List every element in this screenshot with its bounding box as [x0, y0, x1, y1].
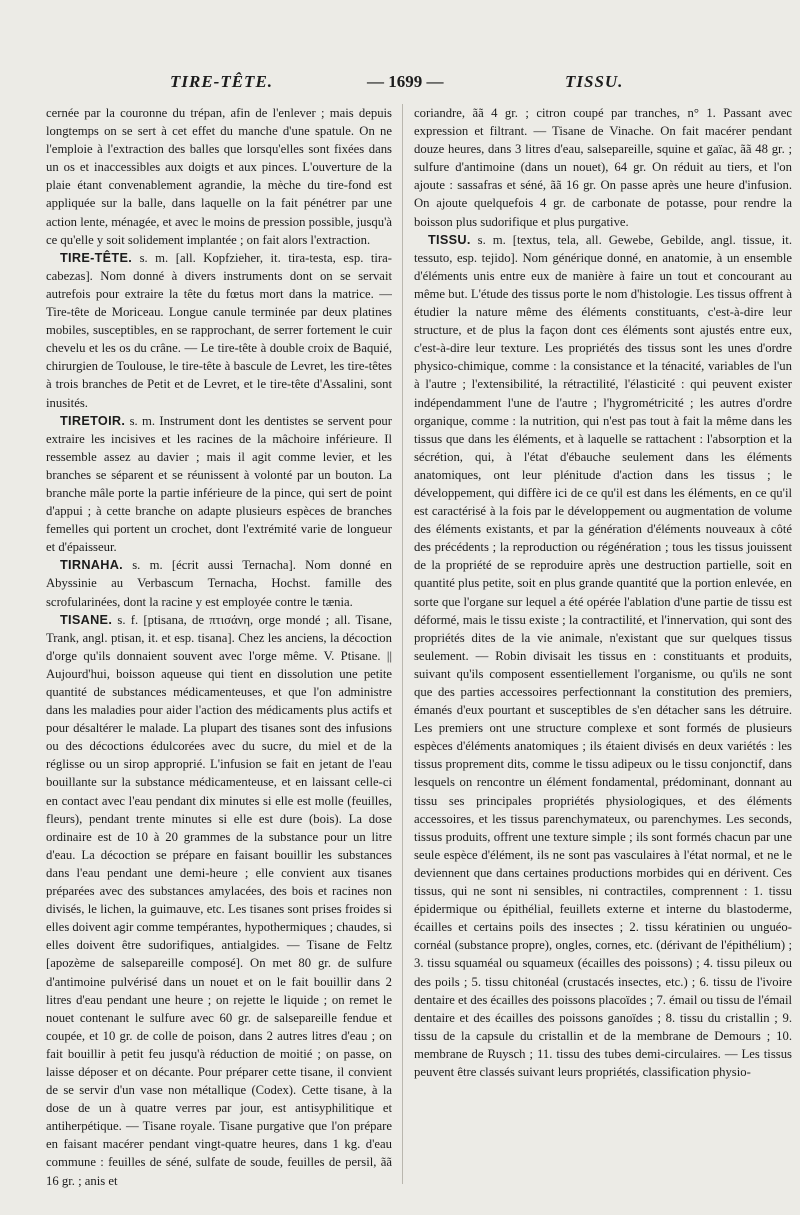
- running-head-right: TISSU.: [565, 72, 624, 91]
- running-head-left: TIRE-TÊTE.: [170, 72, 274, 91]
- entry-text: s. m. [textus, tela, all. Gewebe, Gebilde, angl. tissue, it. tessuto, esp. tejido]. Nom générique donné, en anatomie, à un ensemble d'éléments unis entre eux de manière à faire un tout et concourant au même but. L'étude des tissus porte le nom d'histologie. Les tissus offrent à étudier la nature même des éléments constituants, c'est-à-dire leur structure, et de plus la façon dont ces éléments sont ajustés entre eux, c'est-à-dire leur texture. Les propriétés des tissus sont les unes d'ordre physico-chimique, comme : la consistance et la ténacité, variables de l'un à l'autre ; l'extensibilité, la rétractilité, l'élasticité : qui peuvent exister indépendamment l'une de l'autre ; l'hygrométricité ; les autres d'ordre organique, comme : la nutrition, qui n'est pas tout à fait la même dans les tissus que dans les éléments, et à laquelle se rattachent : l'absorption et la sécrétion, qui, à l'état d'ébauche seulement dans les éléments anatomiques, ont leur plénitude d'action dans les tissus ; le développement, qui diffère ici de ce qu'il est dans les éléments, en ce qu'il est caractérisé à la fois par le développement ou augmentation de volume des éléments existants, et par la génération d'éléments nouveaux à côté des précédents ; la reproduction ou régénération ; tous les tissus jouissent de la propriété de se reproduire après une destruction partielle, soit en quantité plus petite, soit en plus grande quantité que la portion enlevée, en sorte que l'organe sur lequel a été opérée l'ablation d'une partie de tissu est déformé, mais le tissu existe ; la contractilité, et l'innervation, qui sont des propriétés dites de la vie animale, n'existant que sur quelques tissus seulement. — Robin divisait les tissus en : constituants et produits, suivant qu'ils composent essentiellement l'organisme, ou qu'ils ne sont que des parties accessoires perfectionnant la constitution des premiers, émanés d'eux pourtant et susceptibles de s'en détacher sans les détruire. Les premiers ont une structure complexe et sont formés de plusieurs espèces d'éléments anatomiques ; ils étaient divisés en deux variétés : les tissus proprement dits, comme le tissu adipeux ou le tissu conjonctif, dans lesquels on rencontre un élément fondamental, prédominant, donnant au tissu ses principales propriétés physiologiques, et des éléments accessoires, et les tissus parenchymateux, ou parenchymes. Les seconds, tissus produits, offrent une texture simple ; ils sont formés chacun par une seule espèce d'élément, ils ne sont pas vasculaires à l'état normal, et ne le deviennent que dans certaines productions morbides qui en dérivent. Ces tissus, qui ne sont ni sensibles, ni contractiles, comprennent : 1. tissu épidermique ou épithélial, feuillets externe et interne du blastoderme, écailles et certains poils des insectes ; 2. tissu kératinien ou unguéo-cornéal (substance propre), ongles, cornes, etc. (dérivant de l'épithélium) ; 3. tissu squaméal ou squameux (écailles des poissons) ; 4. tissu pileux ou des poils ; 5. tissu chitonéal (crustacés insectes, etc.) ; 6. tissu de l'ivoire dentaire et des écailles des poissons placoïdes ; 7. émail ou tissu de l'émail dentaire et des écailles des poissons ganoïdes ; 8. tissu du cristallin ; 9. tissu de la capsule du cristallin et de la membrane de Demours ; 10. membrane de Ruysch ; 11. tissu des tubes demi-circulaires. — Les tissus peuvent être classés suivant leurs propriétés, classification physio-: [414, 232, 792, 1079]
- right-column: [414, 104, 792, 1194]
- entry-text: s. m. [écrit aussi Ternacha]. Nom donné en Abyssinie au Verbascum Ternacha, Hochst. famille des scrofularinées, dont la racine y est employée contre le tænia.: [46, 558, 392, 609]
- entry-text: coriandre, ãã 4 gr. ; citron coupé par tranches, n° 1. Passant avec expression et filtrant. — Tisane de Vinache. On fait macérer pendant douze heures, dans 3 litres d'eau, salsepareille, squine et gaïac, ãã 48 gr. ; sulfure d'antimoine (dans un nouet), 64 gr. On réduit au tiers, et l'on ajoute : sassafras et séné, ãã 16 gr. On passe après une heure d'infusion. On ajoute quelquefois 4 gr. de carbonate de potasse, pour rendre la boisson plus sudorifique et plus purgative.: [414, 106, 792, 229]
- page-header: [0, 72, 800, 96]
- entry-tire-tete: [46, 249, 392, 412]
- entry-headword: TIRE-TÊTE.: [60, 250, 133, 265]
- entry-tiretoir: [46, 412, 392, 557]
- entry-headword: TIRNAHA.: [60, 558, 124, 573]
- entry-tissu: [414, 231, 792, 1081]
- entry-headword: TISANE.: [60, 612, 113, 627]
- entry-tirnaha: [46, 556, 392, 610]
- entry-headword: TISSU.: [428, 232, 471, 247]
- page-number: — 1699 —: [367, 72, 444, 91]
- entry-text: cernée par la couronne du trépan, afin de l'enlever ; mais depuis longtemps on se sert à cet effet du manche d'une spatule. On ne l'emploie à l'extraction des balles que lorsqu'elles sont fixées dans un os et inaccessibles aux doigts et aux pinces. L'ouverture de la plaie étant convenablement agrandie, la mèche du tire-fond est appliquée sur la balle, dans laquelle on la fait pénétrer par une action lente, ménagée, et avec le moins de pression possible, jusqu'à ce qu'elle y soit solidement implantée ; on fait alors l'extraction.: [46, 106, 392, 247]
- entry-text: s. f. [ptisana, de πτισάνη, orge mondé ; all. Tisane, Trank, angl. ptisan, it. et esp. tisana]. Chez les anciens, la décoction d'orge qu'ils donnaient souvent avec l'orge même. V. Ptisane. || Aujourd'hui, boisson aqueuse qui tient en dissolution une petite quantité de substances médicamenteuses, et que l'on administre dans les maladies pour aider l'action des médicaments plus actifs et pour désaltérer le malade. La plupart des tisanes sont des infusions ou des décoctions édulcorées avec du sucre, du miel et de la réglisse ou un sirop approprié. L'infusion se fait en jetant de l'eau bouillante sur la substance médicamenteuse, et en laissant celle-ci en contact avec l'eau pendant dix minutes si elle est molle (feuilles, fleurs), pendant trente minutes si elle est dure (bois). La dose ordinaire est de 10 à 20 grammes de la substance pour un litre d'eau. La décoction se prépare en faisant bouillir les substances dans l'eau pendant une demi-heure ; elle convient aux tisanes préparées avec des substances amylacées, des bois et racines non divisés, le lichen, la guimauve, etc. Les tisanes sont prises froides si elles doivent agir comme tempérantes, hypothermiques ; chaudes, si elles doivent être sudorifiques, antialgides. — Tisane de Feltz [apozème de salsepareille composé]. On met 80 gr. de sulfure d'antimoine pulvérisé dans un nouet et on le fait bouillir dans 2 litres d'eau pendant une heure ; on rejette le liquide ; on remet le nouet contenant le sulfure avec 60 gr. de salsepareille fendue et coupée, et 10 gr. de colle de poison, dans 2 autres litres d'eau ; on fait bouillir à petit feu jusqu'à réduction de moitié ; on passe, on laisse déposer et on décante. Pour préparer cette tisane, il convient de se servir d'un vase non métallique (Codex). Cette tisane, à la dose de un à quatre verres par jour, est antisyphilitique et antiherpétique. — Tisane royale. Tisane purgative que l'on prépare en faisant macérer pendant vingt-quatre heures, dans 1 kg. d'eau commune : feuilles de séné, sulfate de soude, feuilles de persil, ãã 16 gr. ; anis et: [46, 612, 392, 1188]
- entry-continuation: [46, 104, 392, 249]
- entry-headword: TIRETOIR.: [60, 413, 126, 428]
- entry-continuation: [414, 104, 792, 231]
- entry-text: s. m. Instrument dont les dentistes se servent pour extraire les incisives et les racines de la mâchoire inférieure. Il ressemble assez au davier ; mais il agit comme levier, et les branches se séparent et se réunissent à volonté par un bouton. La branche mâle porte la partie inférieure de la pince, qui sert de point d'appui ; à cette branche on adapte plusieurs espèces de branches femelles qui portent un crochet, dont l'extrémité varie de longueur et d'épaisseur.: [46, 413, 392, 555]
- entry-text: s. m. [all. Kopfzieher, it. tira-testa, esp. tira-cabezas]. Nom donné à divers instruments dont on se servait autrefois pour extraire la tête du fœtus mort dans la matrice. — Tire-tête de Moriceau. Longue canule terminée par deux platines mobiles, susceptibles, en se rapprochant, de serrer fortement le cuir chevelu et les os du crâne. — Le tire-tête à double croix de Baquié, chirurgien de Toulouse, le tire-tête à bascule de Levret, les tire-têtes à trois branches de Petit et de Levret, et le tire-tête d'Assalini, sont inusités.: [46, 250, 392, 410]
- column-divider: [402, 104, 403, 1184]
- entry-tisane: [46, 611, 392, 1190]
- left-column: [46, 104, 392, 1194]
